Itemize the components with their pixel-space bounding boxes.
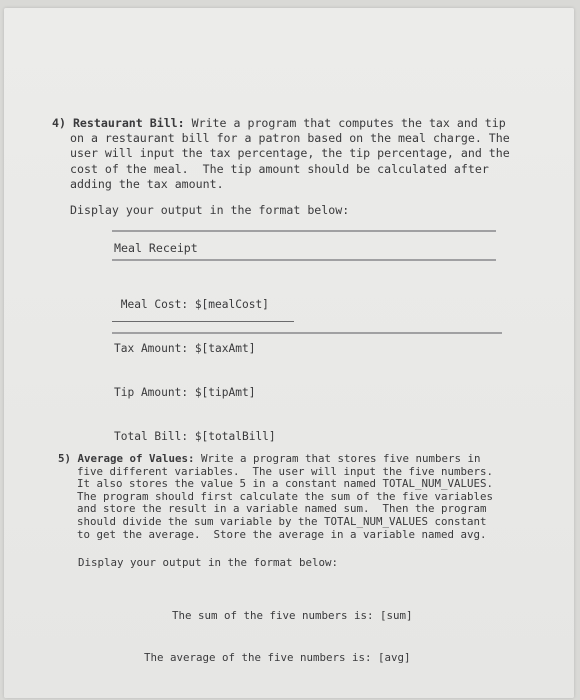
problem-4-line-3: user will input the tax percentage, the tip percentage, and the bbox=[70, 146, 510, 161]
problem-4-description bbox=[52, 116, 572, 192]
problem-5-output-format bbox=[144, 581, 413, 693]
receipt-tax-amount: Tax Amount: $[taxAmt] bbox=[114, 341, 256, 355]
output-avg-line: The average of the five numbers is: [avg] bbox=[144, 651, 411, 664]
receipt-meal-cost: Meal Cost: $[mealCost] bbox=[114, 298, 269, 312]
problem-5-description bbox=[58, 453, 558, 541]
receipt-title: Meal Receipt bbox=[114, 241, 198, 255]
problem-5-line-3: It also stores the value 5 in a constant named TOTAL_NUM_VALUES. bbox=[77, 477, 494, 491]
document-page bbox=[4, 8, 574, 698]
receipt-title-rule bbox=[112, 259, 496, 261]
problem-5-display-prompt: Display your output in the format below: bbox=[78, 556, 339, 569]
receipt-underline bbox=[112, 321, 294, 322]
problem-5-text-1: Write a program that stores five numbers in bbox=[194, 452, 481, 465]
problem-5-title: Average of Values: bbox=[77, 452, 195, 465]
problem-5-line-7: to get the average. Store the average in a variable named avg. bbox=[77, 527, 487, 541]
receipt-total-bill: Total Bill: $[totalBill] bbox=[114, 429, 276, 443]
problem-4-display-prompt: Display your output in the format below: bbox=[70, 203, 350, 217]
problem-4-line-4: cost of the meal. The tip amount should be calculated after bbox=[70, 161, 489, 176]
problem-5-number: 5) bbox=[58, 452, 72, 465]
receipt-tip-amount: Tip Amount: $[tipAmt] bbox=[114, 385, 256, 399]
receipt-top-rule bbox=[112, 230, 496, 232]
problem-4-text-1: Write a program that computes the tax and tip bbox=[184, 116, 506, 130]
problem-4-title: Restaurant Bill: bbox=[72, 116, 185, 130]
problem-5-line-1 bbox=[58, 453, 558, 466]
problem-4-line-1 bbox=[52, 116, 572, 131]
problem-5-line-2: five different variables. The user will input the five numbers. bbox=[77, 464, 494, 478]
problem-5-line-4: The program should first calculate the sum of the five variables bbox=[77, 489, 494, 503]
problem-5-line-5: and store the result in a variable named sum. Then the program bbox=[77, 502, 487, 516]
receipt-lines bbox=[114, 269, 276, 473]
problem-4-number: 4) bbox=[52, 116, 66, 130]
receipt-bottom-rule bbox=[112, 332, 502, 334]
problem-4-line-2: on a restaurant bill for a patron based on the meal charge. The bbox=[70, 131, 510, 146]
output-sum-line: The sum of the five numbers is: [sum] bbox=[172, 609, 413, 622]
problem-4-line-5: adding the tax amount. bbox=[70, 176, 224, 191]
problem-5-line-6: should divide the sum variable by the TOTAL_NUM_VALUES constant bbox=[77, 514, 487, 528]
